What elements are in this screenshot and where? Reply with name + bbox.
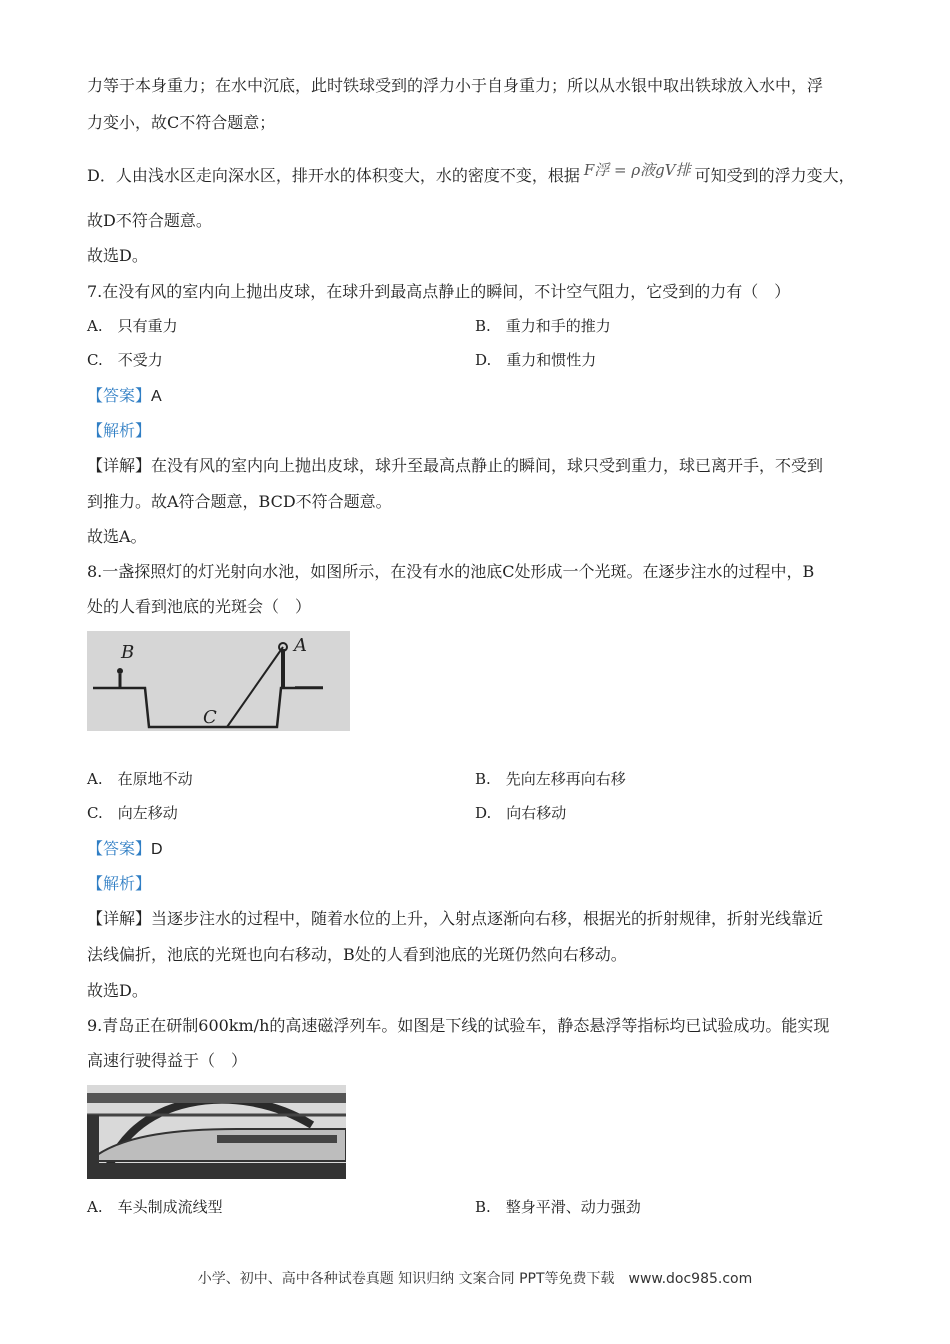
conclusion-line: 故选D。: [87, 246, 148, 265]
q7-option-d: D. 重力和惯性力: [475, 351, 597, 369]
detail-tag: 【详解】: [87, 909, 152, 928]
q7-conclusion: 故选A。: [87, 527, 147, 546]
q8-detail-cont: 法线偏折，池底的光斑也向右移动，B处的人看到池底的光斑仍然向右移动。: [87, 945, 627, 964]
q9-option-b: B. 整身平滑、动力强劲: [475, 1198, 641, 1216]
maglev-train-photo: [87, 1085, 346, 1179]
q7-option-b: B. 重力和手的推力: [475, 317, 611, 335]
q7-answer: [87, 384, 864, 409]
maglev-train-svg: [87, 1085, 346, 1179]
paragraph-line: 力变小，故C不符合题意；: [87, 113, 276, 132]
paragraph-line: [87, 158, 864, 188]
q8-option-c: C. 向左移动: [87, 804, 178, 822]
q7-detail-cont: 到推力。故A符合题意，BCD不符合题意。: [87, 492, 392, 511]
analysis-tag: 【解析】: [87, 421, 152, 440]
q7-option-c: C. 不受力: [87, 351, 163, 369]
label-b: B: [121, 642, 135, 663]
option-d-explanation: D．人由浅水区走向深水区，排开水的体积变大，水的密度不变，根据: [87, 166, 580, 185]
q8-analysis-tag: [87, 872, 864, 896]
pool-diagram: [87, 631, 350, 731]
answer-tag: 【答案】: [87, 839, 152, 858]
q8-answer: [87, 837, 864, 862]
question-8-stem-cont: 处的人看到池底的光斑会（ ）: [87, 597, 312, 616]
question-7-stem: 7.在没有风的室内向上抛出皮球，在球升到最高点静止的瞬间，不计空气阻力，它受到的力有（ ）: [87, 282, 791, 301]
label-a: A: [294, 635, 307, 656]
option-d-explanation-end: 可知受到的浮力变大，: [694, 166, 855, 185]
label-c: C: [203, 707, 217, 728]
pool-diagram-svg: [87, 631, 350, 731]
q8-conclusion: 故选D。: [87, 981, 148, 1000]
analysis-tag: 【解析】: [87, 874, 152, 893]
q9-option-a: A. 车头制成流线型: [87, 1198, 223, 1216]
question-8-stem: 8.一盏探照灯的灯光射向水池，如图所示，在没有水的池底C处形成一个光斑。在逐步注水的过程中，B: [87, 562, 815, 581]
q7-detail: [87, 454, 864, 478]
buoyancy-formula: F浮 = ρ液gV排: [583, 161, 691, 179]
q8-option-b: B. 先向左移再向右移: [475, 770, 626, 788]
paragraph-line: 力等于本身重力；在水中沉底，此时铁球受到的浮力小于自身重力；所以从水银中取出铁球放入水中，浮: [87, 76, 824, 95]
detail-tag: 【详解】: [87, 456, 152, 475]
q8-option-a: A. 在原地不动: [87, 770, 193, 788]
q7-option-a: A. 只有重力: [87, 317, 178, 335]
answer-value: A: [151, 388, 162, 405]
detail-text: 当逐步注水的过程中，随着水位的上升，入射点逐渐向右移，根据光的折射规律，折射光线靠近: [151, 909, 824, 928]
question-9-stem: 9.青岛正在研制600km/h的高速磁浮列车。如图是下线的试验车，静态悬浮等指标均已试验成功。能实现: [87, 1016, 830, 1035]
q8-detail: [87, 907, 864, 931]
paragraph-line: 故D不符合题意。: [87, 211, 212, 230]
q8-option-d: D. 向右移动: [475, 804, 567, 822]
answer-tag: 【答案】: [87, 386, 152, 405]
answer-value: D: [151, 841, 163, 858]
page-footer[interactable]: 小学、初中、高中各种试卷真题 知识归纳 文案合同 PPT等免费下载 www.doc985.com: [197, 1271, 753, 1287]
question-9-stem-cont: 高速行驶得益于（ ）: [87, 1051, 248, 1070]
q7-analysis-tag: [87, 419, 864, 443]
detail-text: 在没有风的室内向上抛出皮球，球升至最高点静止的瞬间，球只受到重力，球已离开手，不受到: [151, 456, 824, 475]
